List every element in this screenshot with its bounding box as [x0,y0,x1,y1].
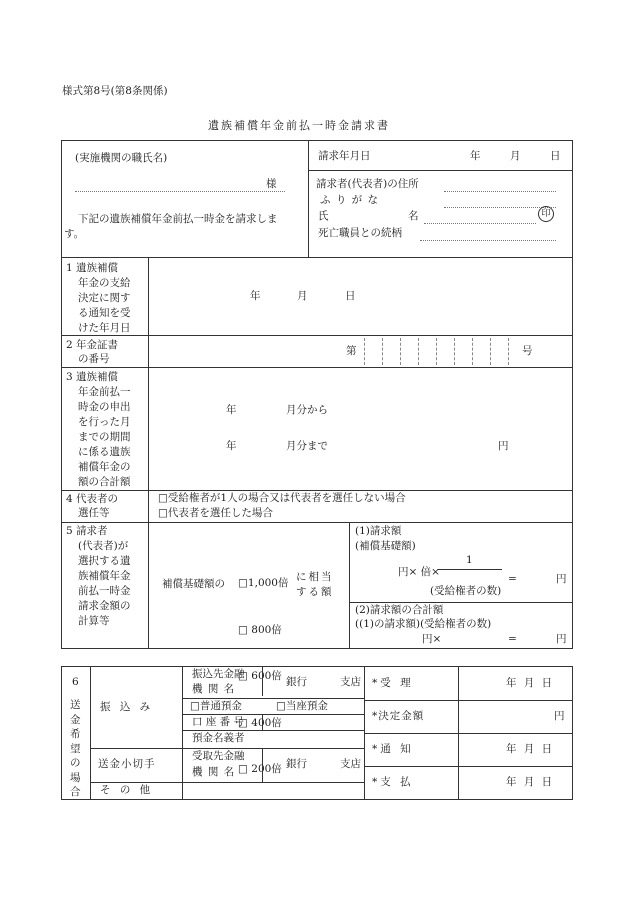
branch-text: 支店 [340,676,361,688]
row1-year: 年 [250,290,261,302]
official-name-field[interactable] [75,191,285,192]
multiplier-400[interactable]: □ 400倍 [238,716,282,729]
calc1-sub: (補償基礎額) [355,540,416,552]
recv-bank-label-1: 受取先金融 [192,750,245,762]
period-to-month: 月分まで [286,440,328,452]
row1-day: 日 [345,290,356,302]
row1-label: 1 遺族補償 年金の支給 決定に関す る通知を受 けた年月日 [66,262,131,334]
total-yen: 円 [498,440,509,452]
calc1-title: (1)請求額 [355,525,402,537]
representative-option-1[interactable]: □受給権者が1人の場合又は代表者を選任しない場合 [158,492,406,504]
sama-label: 様 [266,178,277,190]
request-text-1: 下記の遺族補償年金前払一時金を請求しま [78,213,278,225]
row2-label: 2 年金証書 の番号 [66,339,119,365]
calc1-equals: = [508,573,517,585]
base-amount-label: 補償基礎額の [162,578,225,590]
section6-label: 送 金 希 望 の 場 合 [70,699,81,798]
recv-bank-label-2: 機 関 名 [192,766,236,778]
relation-label: 死亡職員との続柄 [318,227,402,239]
equivalent-label: に相当 する額 [296,571,334,598]
calc1-numerator: 1 [466,554,473,566]
bank-text: 銀行 [286,676,307,688]
furigana-label: ふ り が な [320,194,380,206]
multiplier-options[interactable] [238,545,288,793]
cert-prefix: 第 [346,345,357,357]
calc2-yen: 円 [556,633,567,645]
multiplier-600[interactable]: □ 600倍 [238,670,282,682]
office-decided-yen: 円 [554,710,565,722]
row5-label: 5 請求者 (代表者)が 選択する遺 族補償年金 前払一時金 請求金額の 計算等 [66,525,131,627]
office-notice-date: 年 月 日 [506,743,555,755]
multiplier-800[interactable]: □ 800倍 [238,623,282,636]
form-number: 様式第8号(第8条関係) [62,85,168,97]
calc1-expr: 円× 倍× [398,566,440,578]
sonota-label: そ の 他 [100,784,154,796]
multiplier-1000[interactable]: □1,000倍 [238,577,289,589]
row1-month: 月 [297,290,308,302]
office-notice-label: *通 知 [372,743,414,755]
date-month: 月 [510,150,521,162]
name-field[interactable] [424,223,536,224]
relation-field[interactable] [420,240,556,241]
form-title: 遺族補償年金前払一時金請求書 [208,119,390,132]
date-day: 日 [550,150,561,162]
period-to-year: 年 [226,440,237,452]
futsu-checkbox[interactable]: □普通預金 [190,700,242,712]
row3-label: 3 遺族補償 年金前払一 時金の申出 を行った月 までの期間 に係る遺族 補償年金の 額の合計額 [66,371,131,488]
account-number-label: 口 座 番 号 [192,716,245,728]
row4-label: 4 代表者の 選任等 [66,493,119,519]
fraction-bar [438,569,502,570]
calc2-equals: = [508,633,517,645]
office-decided-label: *決定金額 [372,710,425,722]
toza-checkbox[interactable]: □当座預金 [276,700,328,712]
bank-label-2: 機 関 名 [192,683,236,695]
request-text-2: す。 [64,228,85,240]
bank-label-1: 振込先金融 [192,668,245,680]
calc1-yen: 円 [556,573,567,585]
date-label: 請求年月日 [318,150,371,162]
recv-branch-text: 支店 [340,758,361,770]
seal-mark: 印 [538,206,554,222]
name-label-1: 氏 [318,210,329,222]
representative-option-2[interactable]: □代表者を選任した場合 [158,507,273,519]
calc2-sub: ((1)の請求額)(受給権者の数) [355,618,492,630]
official-label: (実施機関の職氏名) [75,152,168,164]
date-year: 年 [470,150,481,162]
calc2-title: (2)請求額の合計額 [355,604,444,616]
office-payment-label: *支 払 [372,776,414,788]
calc2-expr: 円× [422,633,442,645]
address-label: 請求者(代表者)の住所 [316,178,419,190]
office-payment-date: 年 月 日 [506,776,555,788]
address-field[interactable] [444,191,556,192]
account-holder-label: 預金名義者 [192,732,245,744]
kogitte-label: 送金小切手 [98,758,156,770]
recv-bank-text: 銀行 [286,758,307,770]
cert-suffix: 号 [522,345,533,357]
calc1-denominator: (受給権者の数) [430,585,502,597]
section6-number: 6 [72,676,79,688]
office-received-date: 年 月 日 [506,677,555,689]
name-label-2: 名 [408,210,419,222]
office-received-label: *受 理 [372,677,414,689]
furikomi-label: 振 込 み [100,701,154,713]
period-from-year: 年 [226,404,237,416]
period-from-month: 月分から [286,404,328,416]
multiplier-200[interactable]: □ 200倍 [238,763,282,775]
